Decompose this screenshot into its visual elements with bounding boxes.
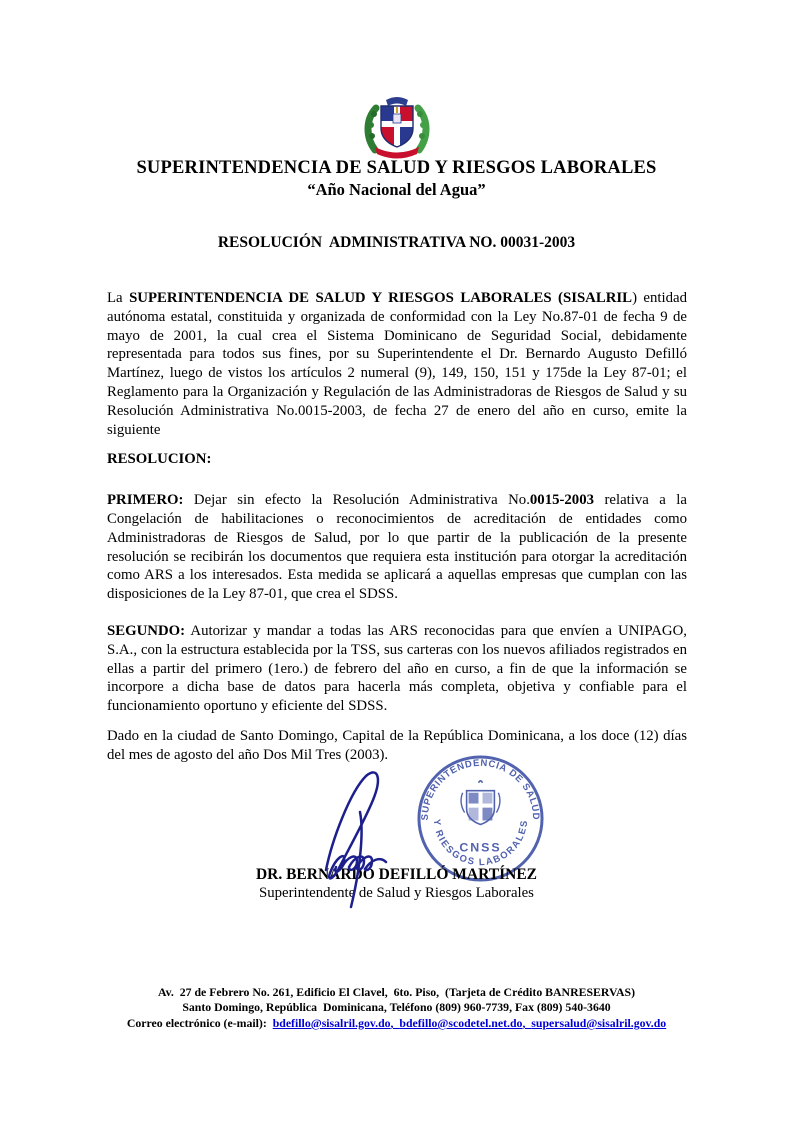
primero-resolution-ref: 0015-2003 [529,492,595,509]
coat-of-arms-icon [357,92,437,160]
footer-address-line: Av. 27 de Febrero No. 261, Edificio El Clavel, 6to. Piso, (Tarjeta de Crédito BANRESERVAS) [157,985,636,999]
stamp-emblem-icon [461,781,500,825]
stamp-center-label: CNSS [459,840,502,855]
email-separator: , [522,1015,532,1030]
signatory-name: DR. BERNARDO DEFILLÓ MARTÍNEZ [255,866,538,883]
official-stamp [415,753,546,884]
primero-seg1: Dejar sin efecto la Resolución Administrativa No. [183,492,530,509]
resolution-heading: RESOLUCION: [107,451,212,468]
intro-rest: ) entidad autónoma estatal, constituida y organizada de conformidad con la Ley No.87-01 de fecha 9 de mayo de 2001, la cual crea el Sistema Dominicano de Seguridad Social, debidamente representada para todos sus fines, por su Superintendente el Dr. Bernardo Augusto Defilló Martínez, luego de vistos los artículos 2 numeral (9), 149, 150, 151 y 175de la Ley 87-01; el Reglamento para la Organización y Regulación de las Administradoras de Riesgos de Salud y su Resolución Administrativa No.0015-2003, de fecha 27 de enero del año en curso, emite la siguiente [107,290,687,438]
paragraph-segundo [107,622,687,716]
stamp-top-arc-text: SUPERINTENDENCIA DE SALUD [419,757,542,821]
letterhead [0,157,793,201]
segundo-rest: Autorizar y mandar a todas las ARS reconocidas para que envíen a UNIPAGO, S.A., con la estructura establecida por la TSS, sus carteras con los nuevos afiliados registrados en ellas a partir del primero (1ero.) de febrero del año en curso, a fin de que la información se incorpore a dicha base de datos para hacerla más completa, objetiva y confiable para el funcionamiento oportuno y eficiente del SDSS. [107,622,687,715]
footer-email-label: Correo electrónico (e-mail): [126,1015,273,1030]
email-separator: , [390,1015,400,1030]
org-name: SUPERINTENDENCIA DE SALUD Y RIESGOS LABORALES [136,158,657,178]
paragraph-intro [107,289,687,439]
footer-contact-line: Santo Domingo, República Dominicana, Teléfono (809) 960-7739, Fax (809) 540-3640 [182,1000,611,1015]
email-link-supersalud[interactable]: supersalud@sisalril.gov.do [531,1015,667,1030]
paragraph-primero [107,491,687,604]
document-body [107,289,687,765]
email-link-sisalril[interactable]: bdefillo@sisalril.gov.do [272,1015,391,1030]
segundo-label: SEGUNDO: [107,622,186,639]
email-link-scodetel[interactable]: bdefillo@scodetel.net.do [399,1015,523,1030]
org-motto: “Año Nacional del Agua” [307,180,486,199]
footer-email-line [0,1016,793,1031]
primero-rest: relativa a la Congelación de habilitaciones o reconocimientos de acreditación de entidades como Administradoras de Riesgos de Salud, por lo que partir de la publicación de la presente resolución se recibirán los documentos que requiera esta institución para otorgar la acreditación como ARS a los interesados. Esta medida se aplicará a aquellas empresas que cumplan con las disposiciones de la Ley 87-01, que crea el SDSS. [107,492,687,603]
signatory-block [0,866,793,902]
signatory-title: Superintendente de Salud y Riesgos Laborales [259,885,534,901]
paragraph-dado: Dado en la ciudad de Santo Domingo, Capital de la República Dominicana, a los doce (12) días del mes de agosto del año Dos Mil Tres (2003). [107,727,687,763]
primero-label: PRIMERO: [107,492,184,509]
intro-org-bold: SUPERINTENDENCIA DE SALUD Y RIESGOS LABORALES (SISALRIL [129,290,633,306]
resolution-number-title: RESOLUCIÓN ADMINISTRATIVA NO. 00031-2003 [217,234,576,251]
intro-lead: La [107,290,130,306]
stamp-bottom-arc-text: Y RIESGOS LABORALES [430,818,531,869]
document-footer [0,985,793,1031]
